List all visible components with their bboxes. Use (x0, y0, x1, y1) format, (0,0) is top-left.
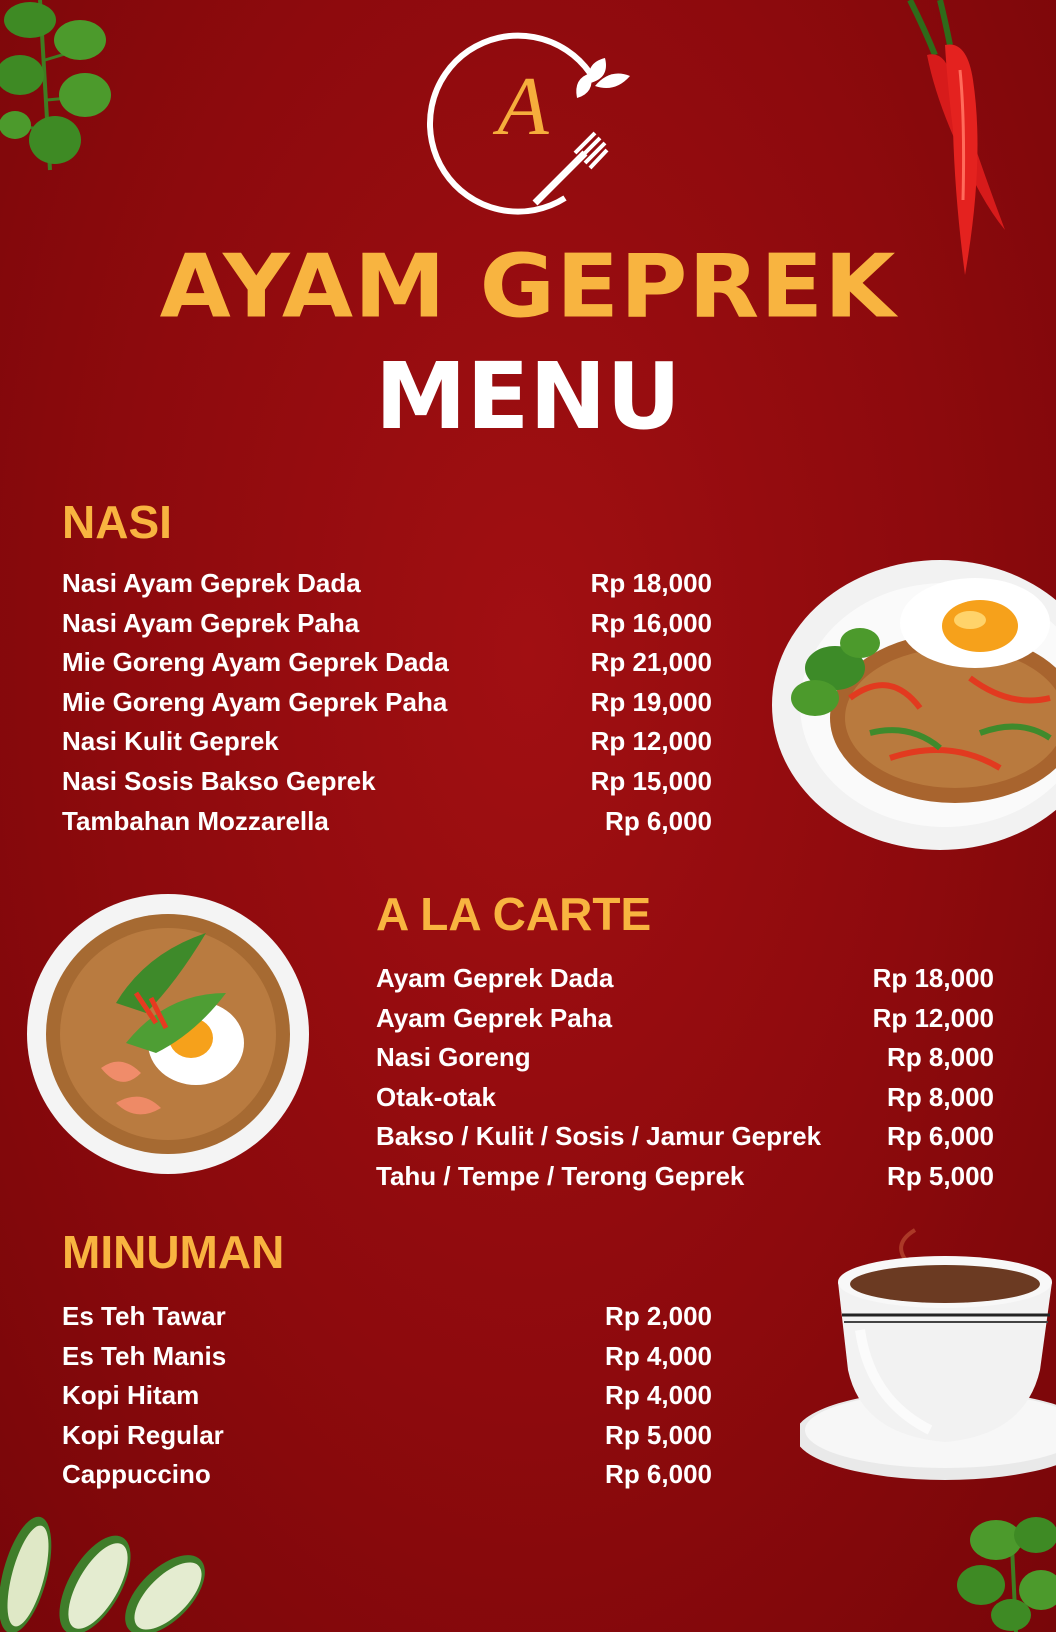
item-name: Mie Goreng Ayam Geprek Paha (62, 686, 448, 717)
item-price: Rp 21,000 (590, 647, 712, 678)
section-minuman-list (62, 1298, 712, 1496)
list-item (376, 1118, 994, 1158)
item-price: Rp 4,000 (605, 1380, 712, 1411)
list-item (62, 684, 712, 724)
item-name: Tahu / Tempe / Terong Geprek (376, 1160, 745, 1191)
item-price: Rp 18,000 (872, 963, 994, 993)
parsley-bottom-right-icon (956, 1505, 1056, 1632)
item-name: Mie Goreng Ayam Geprek Dada (62, 647, 449, 678)
parsley-top-left-icon (0, 0, 120, 180)
item-name: Nasi Sosis Bakso Geprek (62, 765, 376, 796)
item-name: Kopi Regular (62, 1419, 224, 1450)
item-name: Es Teh Tawar (62, 1301, 226, 1331)
list-item (376, 960, 994, 1000)
section-nasi-list (62, 565, 712, 842)
section-title-minuman: MINUMAN (62, 1226, 285, 1278)
item-name: Nasi Ayam Geprek Paha (62, 607, 360, 638)
list-item (376, 1000, 994, 1040)
list-item (376, 1079, 994, 1119)
item-price: Rp 6,000 (605, 1459, 712, 1490)
item-name: Bakso / Kulit / Sosis / Jamur Geprek (376, 1121, 822, 1152)
section-a-la-carte-list (376, 960, 994, 1198)
logo-letter: A (497, 60, 549, 153)
list-item (62, 1417, 712, 1457)
item-name: Ayam Geprek Dada (376, 963, 614, 993)
item-name: Nasi Goreng (376, 1042, 531, 1073)
item-price: Rp 8,000 (887, 1042, 994, 1073)
item-name: Nasi Ayam Geprek Dada (62, 568, 361, 598)
item-name: Ayam Geprek Paha (376, 1002, 613, 1033)
item-price: Rp 18,000 (590, 568, 712, 598)
item-name: Tambahan Mozzarella (62, 805, 329, 836)
list-item (62, 1298, 712, 1338)
item-price: Rp 6,000 (887, 1121, 994, 1152)
list-item (62, 803, 712, 843)
item-price: Rp 12,000 (872, 1002, 994, 1033)
item-price: Rp 15,000 (590, 765, 712, 796)
item-price: Rp 16,000 (590, 607, 712, 638)
item-name: Otak-otak (376, 1081, 496, 1112)
list-item (62, 605, 712, 645)
fried-rice-plate-icon (770, 558, 1056, 853)
list-item (62, 1377, 712, 1417)
item-price: Rp 19,000 (590, 686, 712, 717)
item-name: Kopi Hitam (62, 1380, 200, 1411)
cucumber-icon (0, 1490, 230, 1632)
item-price: Rp 8,000 (887, 1081, 994, 1112)
item-price: Rp 5,000 (605, 1419, 712, 1450)
item-price: Rp 4,000 (605, 1340, 712, 1371)
list-item (62, 644, 712, 684)
page-title: AYAM GEPREK (159, 235, 897, 338)
coffee-cup-icon (800, 1220, 1056, 1500)
item-price: Rp 6,000 (605, 805, 712, 836)
list-item (62, 565, 712, 605)
item-price: Rp 12,000 (590, 726, 712, 757)
item-name: Nasi Kulit Geprek (62, 726, 279, 757)
list-item (62, 723, 712, 763)
section-title-a-la-carte: A LA CARTE (376, 888, 652, 940)
list-item (376, 1158, 994, 1198)
item-price: Rp 5,000 (887, 1160, 994, 1191)
page-subtitle: MENU (374, 343, 682, 450)
section-title-nasi: NASI (62, 496, 172, 548)
list-item (62, 763, 712, 803)
nasi-goreng-plate-icon (26, 893, 311, 1175)
item-name: Es Teh Manis (62, 1340, 227, 1371)
item-name: Cappuccino (62, 1459, 211, 1490)
item-price: Rp 2,000 (605, 1301, 712, 1331)
list-item (62, 1338, 712, 1378)
list-item (376, 1039, 994, 1079)
